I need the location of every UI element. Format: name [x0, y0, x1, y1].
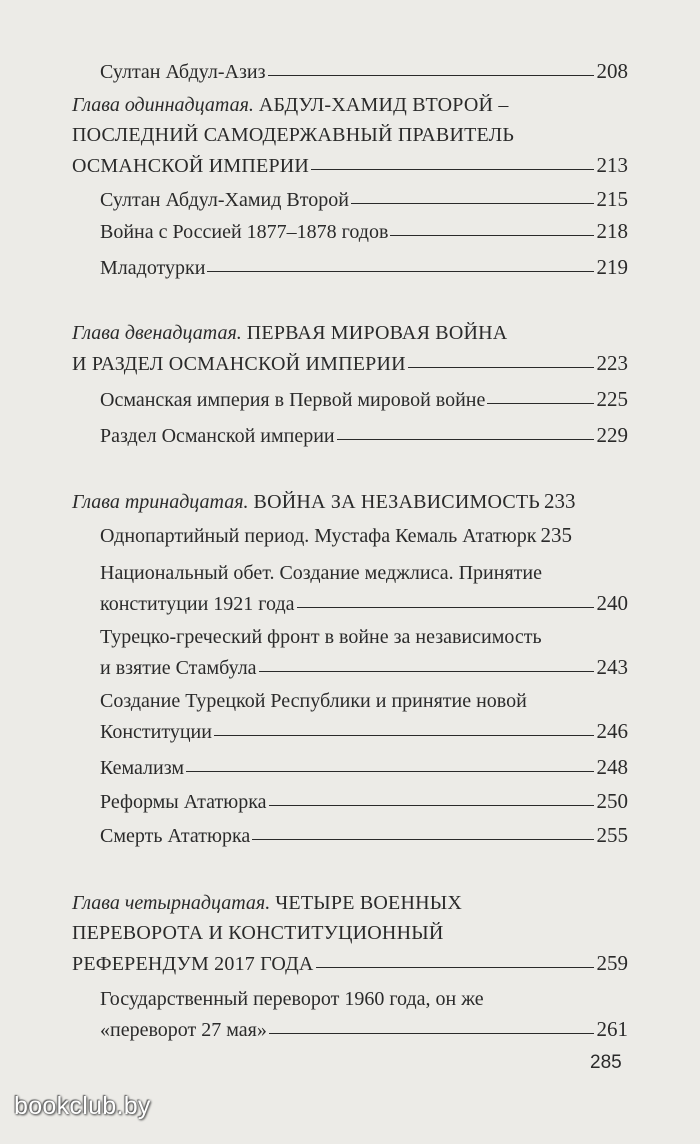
- entry-page: 225: [596, 387, 628, 411]
- toc-entry: [100, 420, 628, 451]
- entry-page: 233: [543, 489, 576, 513]
- entry-title: Кемализм: [100, 757, 184, 779]
- entry-title: Раздел Османской империи: [100, 425, 335, 447]
- entry-page: 255: [596, 823, 628, 847]
- entry-title-line: Создание Турецкой Республики и принятие новой: [100, 690, 527, 712]
- entry-title-line: Турецко-греческий фронт в войне за независимость: [100, 626, 542, 648]
- entry-title: Младотурки: [100, 257, 206, 279]
- toc-chapter: [72, 486, 628, 517]
- toc-chapter: [72, 90, 628, 181]
- chapter-title-line: ВОЙНА ЗА НЕЗАВИСИМОСТЬ: [253, 491, 540, 513]
- entry-title-line: и взятие Стамбула: [100, 657, 257, 679]
- toc-entry: [100, 520, 628, 551]
- entry-page: 259: [596, 951, 628, 975]
- dot-leader: [408, 367, 594, 368]
- dot-leader: [269, 1033, 594, 1034]
- entry-page: 248: [596, 755, 628, 779]
- entry-title-line: Государственный переворот 1960 года, он же: [100, 988, 484, 1010]
- chapter-title-line: И РАЗДЕЛ ОСМАНСКОЙ ИМПЕРИИ: [72, 353, 406, 375]
- entry-page: 235: [540, 523, 572, 547]
- entry-title: Османская империя в Первой мировой войне: [100, 389, 486, 411]
- dot-leader: [252, 839, 593, 840]
- toc-entry: [100, 686, 628, 747]
- toc-entry: [100, 558, 628, 619]
- dot-leader: [268, 75, 594, 76]
- chapter-title-line: ПЕРЕВОРОТА И КОНСТИТУЦИОННЫЙ: [72, 922, 444, 944]
- entry-page: 240: [596, 591, 628, 615]
- chapter-title-line: ПЕРВАЯ МИРОВАЯ ВОЙНА: [246, 322, 508, 344]
- dot-leader: [351, 203, 594, 204]
- chapter-label: Глава двенадцатая.: [72, 322, 242, 344]
- dot-leader: [259, 671, 594, 672]
- toc-chapter: [72, 888, 628, 979]
- entry-page: 243: [596, 655, 628, 679]
- toc-chapter: [72, 318, 628, 379]
- chapter-title-line: РЕФЕРЕНДУМ 2017 ГОДА: [72, 953, 314, 975]
- entry-page: 213: [596, 153, 628, 177]
- entry-title: Султан Абдул-Азиз: [100, 61, 266, 83]
- entry-page: 219: [596, 255, 628, 279]
- dot-leader: [207, 271, 593, 272]
- toc-entry: [100, 252, 628, 283]
- toc-entry: [100, 622, 628, 683]
- chapter-label: Глава четырнадцатая.: [72, 892, 271, 914]
- toc-entry: [100, 216, 628, 247]
- chapter-title-line: ЧЕТЫРЕ ВОЕННЫХ: [275, 892, 463, 914]
- dot-leader: [316, 967, 594, 968]
- entry-page: 215: [596, 187, 628, 211]
- page-number: 285: [590, 1052, 622, 1073]
- chapter-label: Глава тринадцатая.: [72, 491, 249, 513]
- toc-entry: [100, 786, 628, 817]
- toc-entry: [100, 384, 628, 415]
- entry-page: 218: [596, 219, 628, 243]
- toc-entry: [100, 184, 628, 215]
- entry-title-line: Национальный обет. Создание меджлиса. Принятие: [100, 562, 542, 584]
- chapter-title-line: ПОСЛЕДНИЙ САМОДЕРЖАВНЫЙ ПРАВИТЕЛЬ: [72, 124, 515, 146]
- chapter-title-line: ОСМАНСКОЙ ИМПЕРИИ: [72, 155, 310, 177]
- entry-title-line: конституции 1921 года: [100, 593, 295, 615]
- dot-leader: [311, 169, 593, 170]
- entry-title: Война с Россией 1877–1878 годов: [100, 221, 389, 243]
- entry-title-line: Конституции: [100, 721, 212, 743]
- toc-entry: [100, 984, 628, 1045]
- dot-leader: [186, 771, 594, 772]
- toc-entry: [100, 56, 628, 87]
- entry-title: Султан Абдул-Хамид Второй: [100, 189, 349, 211]
- entry-title: Смерть Ататюрка: [100, 825, 251, 847]
- entry-page: 223: [596, 351, 628, 375]
- dot-leader: [297, 607, 594, 608]
- entry-page: 229: [596, 423, 628, 447]
- entry-page: 250: [596, 789, 628, 813]
- entry-title: Однопартийный период. Мустафа Кемаль Ататюрк: [100, 525, 537, 547]
- watermark: bookclub.by: [14, 1092, 151, 1120]
- entry-title-line: «переворот 27 мая»: [100, 1019, 267, 1041]
- dot-leader: [487, 403, 593, 404]
- entry-title: Реформы Ататюрка: [100, 791, 267, 813]
- dot-leader: [214, 735, 594, 736]
- chapter-label: Глава одиннадцатая.: [72, 94, 254, 116]
- toc-entry: [100, 752, 628, 783]
- dot-leader: [337, 439, 594, 440]
- entry-page: 246: [596, 719, 628, 743]
- chapter-title-line: АБДУЛ-ХАМИД ВТОРОЙ –: [258, 94, 509, 116]
- toc-entry: [100, 820, 628, 851]
- dot-leader: [390, 235, 593, 236]
- entry-page: 208: [596, 59, 628, 83]
- dot-leader: [269, 805, 594, 806]
- entry-page: 261: [596, 1017, 628, 1041]
